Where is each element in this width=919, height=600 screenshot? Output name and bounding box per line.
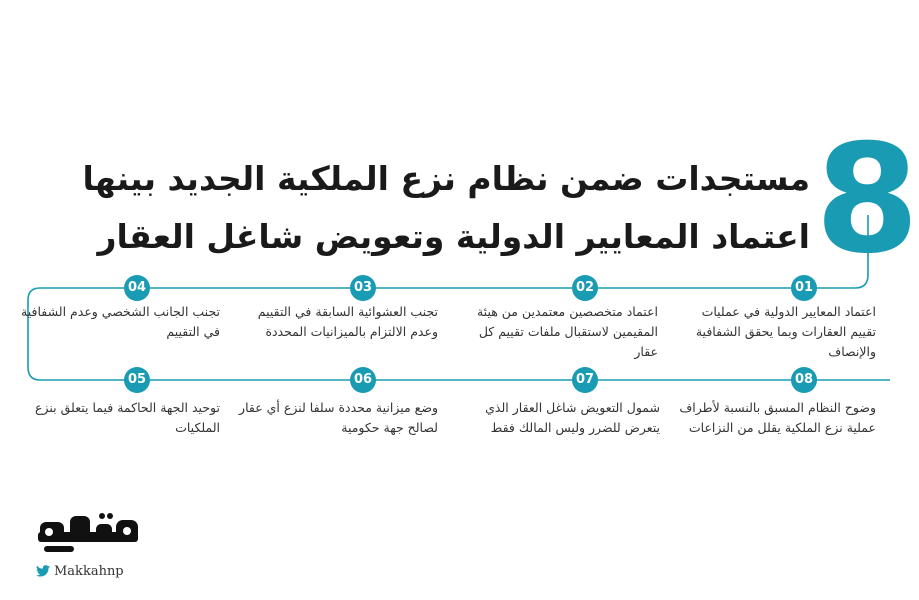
twitter-bird-icon [36, 565, 50, 577]
item-text: اعتماد متخصصين معتمدين من هيئة المقيمين لاستقبال ملفات تقييم كل عقار [476, 304, 658, 359]
item-text: وضع ميزانية محددة سلفا لنزع أي عقار لصالح جهة حكومية [239, 400, 438, 435]
item-text: وضوح النظام المسبق بالنسبة لأطراف عملية نزع الملكية يقلل من النزاعات [679, 400, 876, 435]
item-number-badge: 03 [350, 275, 376, 301]
item-number-badge: 07 [572, 367, 598, 393]
item-text: تجنب العشوائية السابقة في التقييم وعدم الالتزام بالميزانيات المحددة [257, 304, 438, 339]
item-number-badge: 02 [572, 275, 598, 301]
logo-handle [36, 562, 156, 580]
item-text: اعتماد المعايير الدولية في عمليات تقييم العقارات وبما يحقق الشفافية والإنصاف [695, 304, 876, 359]
makkah-logo [34, 512, 144, 582]
big-number-8: 8 [815, 113, 919, 287]
item-number-badge: 05 [124, 367, 150, 393]
headline-title: مستجدات ضمن نظام نزع الملكية الجديد بينها اعتماد المعايير الدولية وتعويض شاغل العقار [82, 159, 810, 256]
item-text: تجنب الجانب الشخصي وعدم الشفافية في التقييم [21, 304, 220, 339]
item-number-badge: 04 [124, 275, 150, 301]
item-text: شمول التعويض شاغل العقار الذي يتعرض للضرر وليس المالك فقط [485, 400, 660, 435]
item-number-badge: 06 [350, 367, 376, 393]
twitter-handle[interactable]: Makkahnp [54, 563, 124, 579]
item-number-badge: 08 [791, 367, 817, 393]
item-text: توحيد الجهة الحاكمة فيما يتعلق بنزع الملكيات [35, 400, 220, 435]
makkah-logo-mark [34, 512, 144, 558]
item-number-badge: 01 [791, 275, 817, 301]
